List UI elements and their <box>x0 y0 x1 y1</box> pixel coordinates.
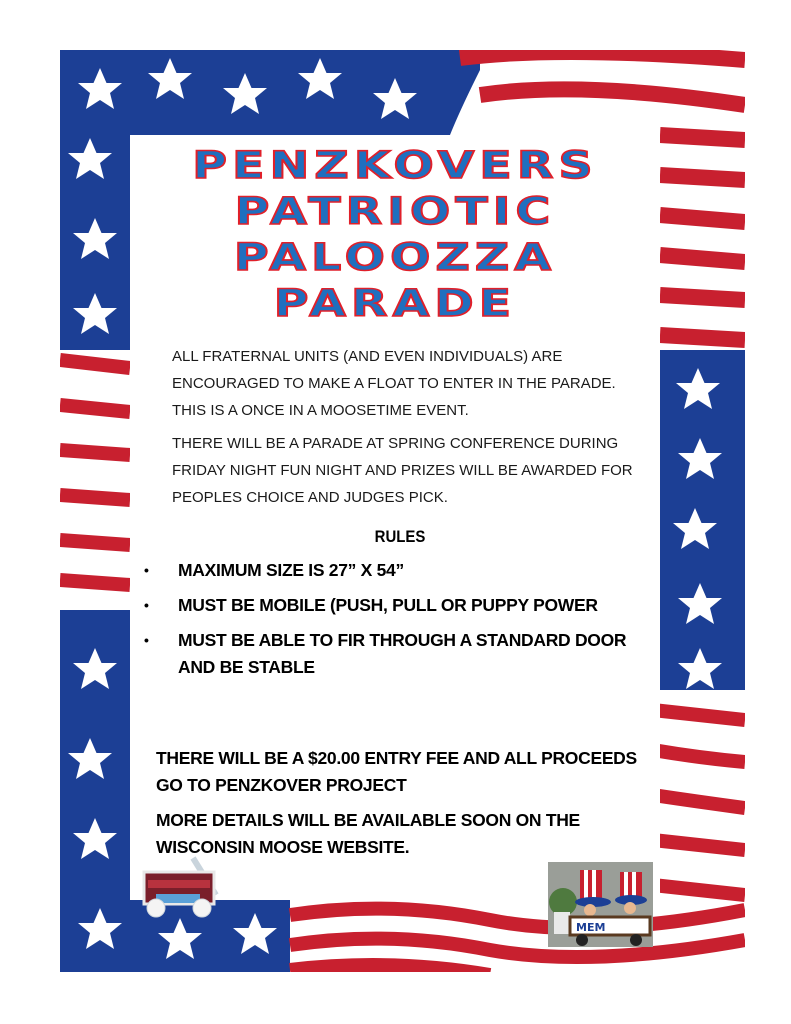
wagon-float-image <box>138 850 238 920</box>
entry-fee-paragraph: THERE WILL BE A $20.00 ENTRY FEE AND ALL PROCEEDS GO TO PENZKOVER PROJECT <box>156 748 637 795</box>
title-line-2: PATRIOTIC <box>234 190 556 233</box>
rule-text: MUST BE MOBILE (PUSH, PULL OR PUPPY POWER <box>178 595 598 615</box>
rule-text: MAXIMUM SIZE IS 27” X 54” <box>178 560 404 580</box>
poster-title <box>130 143 660 327</box>
svg-text:MEM: MEM <box>576 921 606 934</box>
rule-item <box>138 557 658 584</box>
rule-text: MUST BE ABLE TO FIR THROUGH A STANDARD DOOR AND BE STABLE <box>178 630 627 677</box>
more-details-paragraph: MORE DETAILS WILL BE AVAILABLE SOON ON THE WISCONSIN MOOSE WEBSITE. <box>156 810 580 857</box>
rule-item <box>138 592 658 619</box>
rules-list <box>138 557 658 689</box>
intro-paragraph-2: THERE WILL BE A PARADE AT SPRING CONFERENCE DURING FRIDAY NIGHT FUN NIGHT AND PRIZES WILL BE AWARDED FOR PEOPLES CHOICE AND JUDGES PICK. <box>172 435 633 506</box>
flag-border-frame <box>60 50 745 972</box>
gnome-wagon-graphic <box>548 862 653 947</box>
intro-text <box>172 343 642 517</box>
bullet-icon: • <box>144 597 149 613</box>
bullet-icon: • <box>144 562 149 578</box>
rules-heading: RULES <box>374 527 426 546</box>
content-panel <box>130 135 660 934</box>
intro-paragraph-1: ALL FRATERNAL UNITS (AND EVEN INDIVIDUALS) ARE ENCOURAGED TO MAKE A FLOAT TO ENTER IN THE PARADE. THIS IS A ONCE IN A MOOSETIME EVENT. <box>172 348 616 419</box>
title-line-4: PARADE <box>273 282 517 325</box>
gnome-wagon-photo <box>548 862 653 947</box>
title-line-1: PENZKOVERS <box>192 144 598 187</box>
bullet-icon: • <box>144 632 149 648</box>
title-line-3: PALOOZZA <box>233 236 557 279</box>
rule-item <box>138 627 658 681</box>
